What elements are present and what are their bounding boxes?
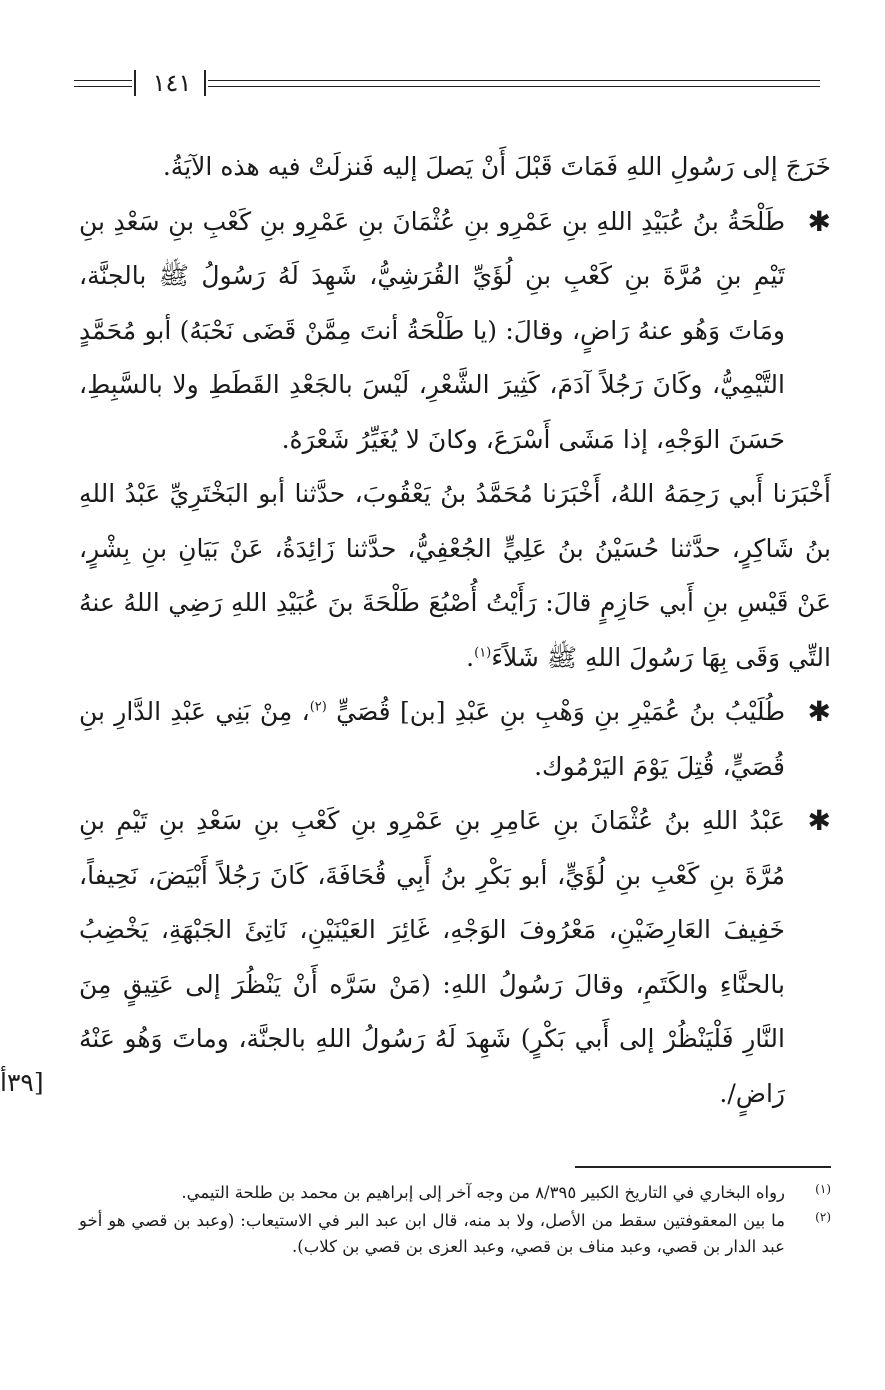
biography-entry xyxy=(79,794,831,1121)
biography-entry xyxy=(79,685,831,794)
paragraph-text: . xyxy=(466,642,475,672)
paragraph-text: أَخْبَرَنا أَبي رَحِمَهُ اللهُ، أَخْبَرَنا مُحَمَّدُ بنُ يَعْقُوبَ، حدَّثنا أبو البَخْتَرِيِّ عَبْدُ اللهِ بنُ شَاكِرٍ، حدَّثنا حُسَيْنُ بنُ عَلِيٍّ الجُعْفِيُّ، حدَّثنا زَائِدَةُ، عَنْ بَيَانِ بنِ بِشْرٍ، عَنْ قَيْسِ بنِ أَبي حَازِمٍ قالَ: رَأَيْتُ أُصْبُعَ طَلْحَةَ بنَ عُبَيْدِ اللهِ رَضِي اللهُ عنهُ التِّي وَقَى بِهَا رَسُولَ اللهِ ﷺ شَلاًءَ xyxy=(79,479,831,672)
main-text xyxy=(79,140,831,1121)
footnote-reference[interactable]: (١) xyxy=(474,645,492,661)
header-rule-left xyxy=(74,80,132,87)
header-divider-right xyxy=(204,70,206,96)
header-divider-left xyxy=(134,70,136,96)
paragraph xyxy=(79,140,831,195)
biography-entry xyxy=(79,195,831,468)
paragraph-text: ، مِنْ بَنِي عَبْدِ الدَّارِ بنِ قُصَيٍّ، قُتِلَ يَوْمَ اليَرْمُوك. xyxy=(79,697,785,781)
page-header xyxy=(74,68,820,104)
entry-star-icon: ✱ xyxy=(807,695,831,728)
paragraph xyxy=(79,467,831,685)
entry-star-icon: ✱ xyxy=(807,804,831,837)
footnote xyxy=(79,1180,831,1206)
entry-star-icon: ✱ xyxy=(807,204,831,238)
footnote-reference[interactable]: (٢) xyxy=(309,699,327,715)
paragraph-text: طَلْحَةُ بنُ عُبَيْدِ اللهِ بنِ عَمْرِو بنِ عُثْمَانَ بنِ عَمْرِو بنِ كَعْبِ بنِ سَعْدِ بنِ تَيْمِ بنِ مُرَّةَ بنِ كَعْبِ بنِ لُؤَيِّ القُرَشِيُّ، شَهِدَ لَهُ رَسُولُ ﷺ بالجنَّة، ومَاتَ وَهُو عنهُ رَاضٍ، وقالَ: (يا طَلْحَةُ أنتَ مِمَّنْ قَضَى نَحْبَهُ) أبو مُحَمَّدٍ التَّيْمِيُّ، وكَانَ رَجُلاً آدَمَ، كَثِيرَ الشَّعْرِ، لَيْسَ بالجَعْدِ القَطَطِ ولا بالسَّبِطِ، حَسَنَ الوَجْهِ، إذا مَشَى أَسْرَعَ، وكانَ لا يُغَيِّرُ شَعْرَهُ. xyxy=(79,206,785,454)
footnote-number: (٢) xyxy=(815,1210,831,1224)
footnote-text: رواه البخاري في التاريخ الكبير ٨/٣٩٥ من وجه آخر إلى إبراهيم بن محمد بن طلحة التيمي. xyxy=(181,1183,785,1202)
paragraph-text: خَرَجَ إلى رَسُولِ اللهِ فَمَاتَ قَبْلَ أَنْ يَصلَ إليه فَنزلَتْ فيه هذه الآيَةُ. xyxy=(162,152,831,181)
page-number: ١٤١ xyxy=(152,69,192,97)
paragraph-text: طُلَيْبُ بنُ عُمَيْرِ بنِ وَهْبِ بنِ عَبْدِ [بن] قُصَيٍّ xyxy=(326,697,785,726)
footnotes xyxy=(79,1180,831,1262)
footnote-text: ما بين المعقوفتين سقط من الأصل، ولا بد منه، قال ابن عبد البر في الاستيعاب: (وعبد بن قصي هو أخو عبد الدار بن قصي، وعبد مناف بن قصي، وعبد العزى بن قصي بن كلاب). xyxy=(79,1211,785,1256)
footnote-separator xyxy=(575,1166,831,1168)
footnote-number: (١) xyxy=(815,1182,831,1196)
manuscript-folio-marker: [٣٩أ xyxy=(0,1068,44,1097)
paragraph-text: عَبْدُ اللهِ بنُ عُثْمَانَ بنِ عَامِرِ بنِ عَمْرِو بنِ كَعْبِ بنِ سَعْدِ بنِ تَيْمِ بنِ مُرَّةَ بنِ كَعْبِ بنِ لُؤَيٍّ، أبو بَكْرِ بنُ أَبِي قُحَافَةَ، كَانَ رَجُلاً أَبْيَضَ، نَحِيفاً، خَفِيفَ العَارِضَيْنِ، مَعْرُوفَ الوَجْهِ، غَائِرَ العَيْنَيْنِ، نَاتِئَ الجَبْهَةِ، يَخْضِبُ بالحنَّاءِ والكَتَمِ، وقالَ رَسُولُ اللهِ: (مَنْ سَرَّه أَنْ يَنْظُرَ إلى عَتِيقٍ مِنَ النَّارِ فَلْيَنْظُرْ إلى أَبي بَكْرٍ) شَهِدَ لَهُ رَسُولُ اللهِ بالجنَّة، وماتَ وَهُو عَنْهُ رَاضٍ/. xyxy=(79,806,785,1108)
footnote xyxy=(79,1208,831,1260)
header-rule-right xyxy=(208,80,820,87)
